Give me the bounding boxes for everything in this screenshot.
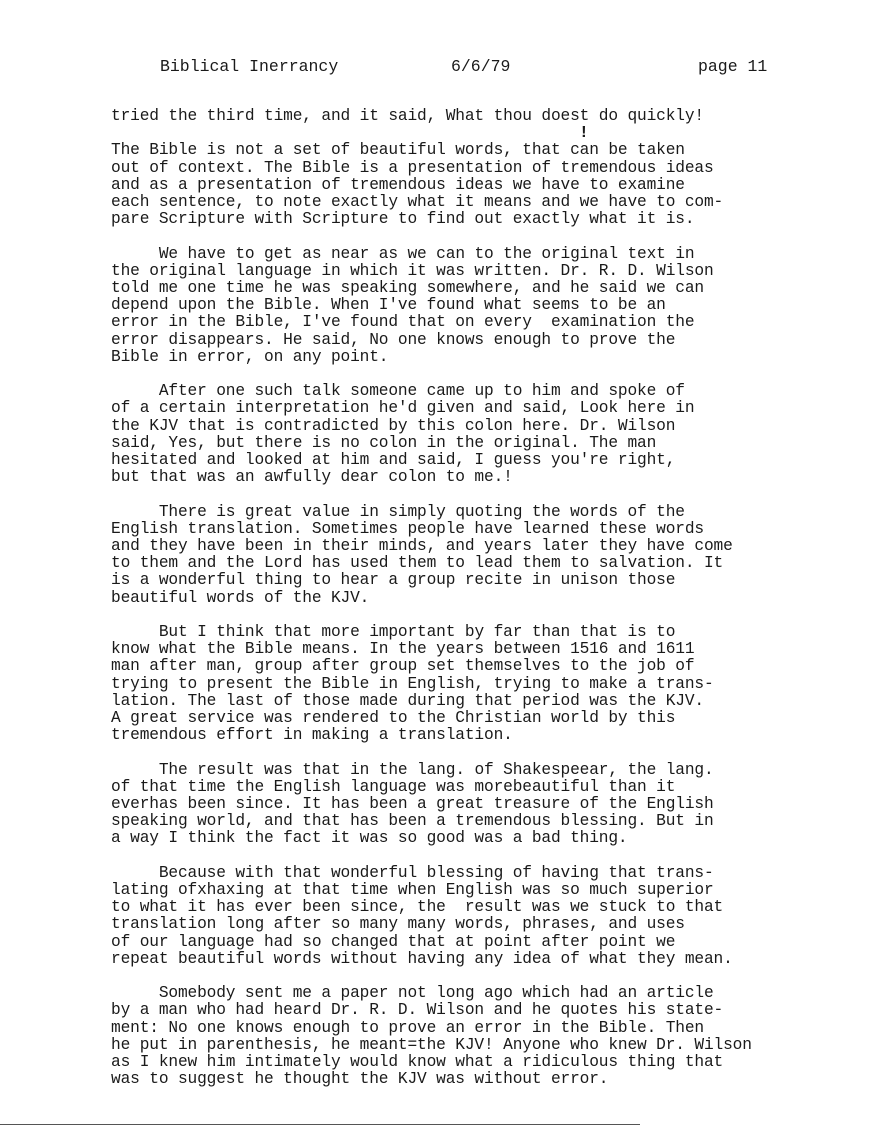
paragraph: The Bible is not a set of beautiful words, that can be taken out of context. The Bible is a presentation of tremendous ideas and as a presentation of tremendous ideas we have to examine each sentence, to note exactly what it means and we have to com- pare Scripture with Scripture to find out exactly what it is.: [111, 141, 724, 229]
opening-line: tried the third time, and it said, What thou doest do quickly!: [111, 107, 704, 125]
document-date: 6/6/79: [451, 57, 511, 76]
paragraph: Somebody sent me a paper not long ago which had an article by a man who had heard Dr. R. D. Wilson and he quotes his state- ment: No one knows enough to prove an error in the Bible. Then he put in parenthesis, he meant=the KJV! Anyone who knew Dr. Wilson as I knew him intimately would know what a ridiculous thing that was to suggest he thought the KJV was without error.: [111, 984, 752, 1089]
paragraph: There is great value in simply quoting the words of the English translation. Sometimes people have learned these words and they have been in their minds, and years later they have come to them and the Lord has used them to lead them to salvation. It is a wonderful thing to hear a group recite in unison those beautiful words of the KJV.: [111, 502, 733, 607]
page-number: page 11: [698, 57, 768, 76]
page-header: [0, 57, 871, 79]
paragraph: Because with that wonderful blessing of having that trans- lating ofxhaxing at that time when English was so much superior to what it has ever been since, the result was we stuck to that translation long after so many many words, phrases, and uses of our language had so changed that at point after point we repeat beautiful words without having any idea of what they mean.: [111, 863, 733, 968]
paragraph: The result was that in the lang. of Shakespeear, the lang. of that time the English language was morebeautiful than it everhas been since. It has been a great treasure of the English speaking world, and that has been a tremendous blessing. But in a way I think the fact it was so good was a bad thing.: [111, 760, 714, 848]
paragraph: We have to get as near as we can to the original text in the original language in which it was written. Dr. R. D. Wilson told me one time he was speaking somewhere, and he said we can depend upon the Bible. When I've found what seems to be an error in the Bible, I've found that on every examination the error disappears. He said, No one knows enough to prove the Bible in error, on any point.: [111, 244, 714, 366]
document-body: [111, 108, 801, 1106]
margin-mark: !: [579, 124, 589, 143]
paragraph: After one such talk someone came up to him and spoke of of a certain interpretation he'd given and said, Look here in the KJV that is contradicted by this colon here. Dr. Wilson said, Yes, but there is no colon in the original. The man hesitated and looked at him and said, I guess you're right, but that was an awfully dear colon to me.!: [111, 382, 695, 487]
bottom-rule: [0, 1124, 640, 1125]
paragraph: But I think that more important by far than that is to know what the Bible means. In the years between 1516 and 1611 man after man, group after group set themselves to the job of trying to present the Bible in English, trying to make a trans- lation. The last of those made during that period was the KJV. A great service was rendered to the Christian world by this tremendous effort in making a translation.: [111, 623, 714, 745]
document-title: Biblical Inerrancy: [160, 57, 339, 76]
margin-mark-line: [111, 125, 801, 142]
